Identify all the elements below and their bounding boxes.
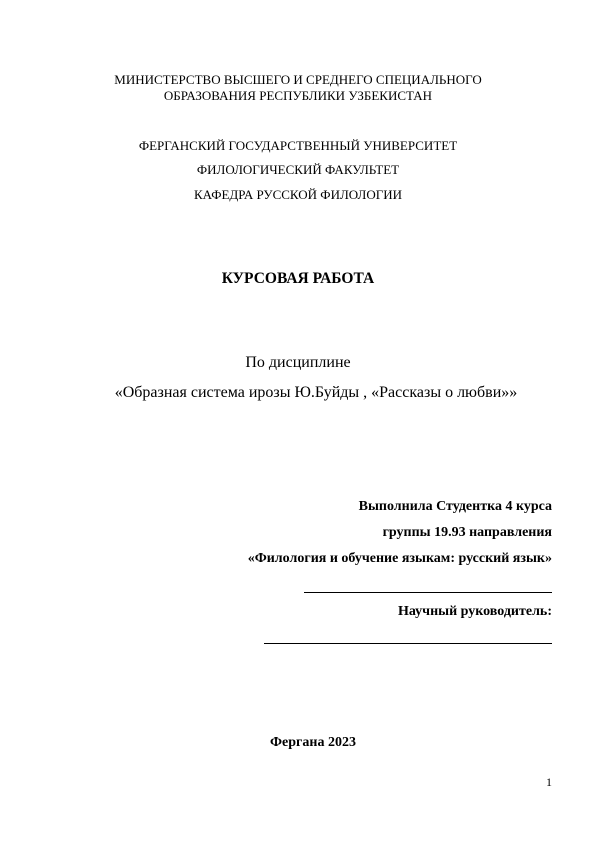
discipline-label: По дисциплине bbox=[245, 354, 351, 371]
department-name: КАФЕДРА РУССКОЙ ФИЛОЛОГИИ bbox=[193, 187, 403, 202]
page-number: 1 bbox=[546, 775, 552, 789]
supervisor-signature-line bbox=[264, 643, 552, 644]
ministry-heading bbox=[0, 72, 596, 104]
faculty-name: ФИЛОЛОГИЧЕСКИЙ ФАКУЛЬТЕТ bbox=[196, 162, 400, 177]
ministry-line-1: МИНИСТЕРСТВО ВЫСШЕГО И СРЕДНЕГО СПЕЦИАЛЬНОГО bbox=[114, 72, 482, 87]
ministry-line-2: ОБРАЗОВАНИЯ РЕСПУБЛИКИ УЗБЕКИСТАН bbox=[163, 88, 433, 103]
author-line-1: Выполнила Студентка 4 курса bbox=[358, 499, 552, 514]
author-line-3: «Филология и обучение языкам: русский язык» bbox=[247, 551, 552, 566]
author-line-2: группы 19.93 направления bbox=[382, 525, 552, 540]
document-title: КУРСОВАЯ РАБОТА bbox=[221, 270, 375, 287]
university-name: ФЕРГАНСКИЙ ГОСУДАРСТВЕННЫЙ УНИВЕРСИТЕТ bbox=[138, 138, 458, 153]
discipline-name: «Образная система ирозы Ю.Буйды , «Рассказы о любви»» bbox=[114, 384, 518, 401]
city-year: Фергана 2023 bbox=[270, 735, 356, 750]
supervisor-label: Научный руководитель: bbox=[398, 604, 552, 619]
author-signature-line bbox=[304, 592, 552, 593]
